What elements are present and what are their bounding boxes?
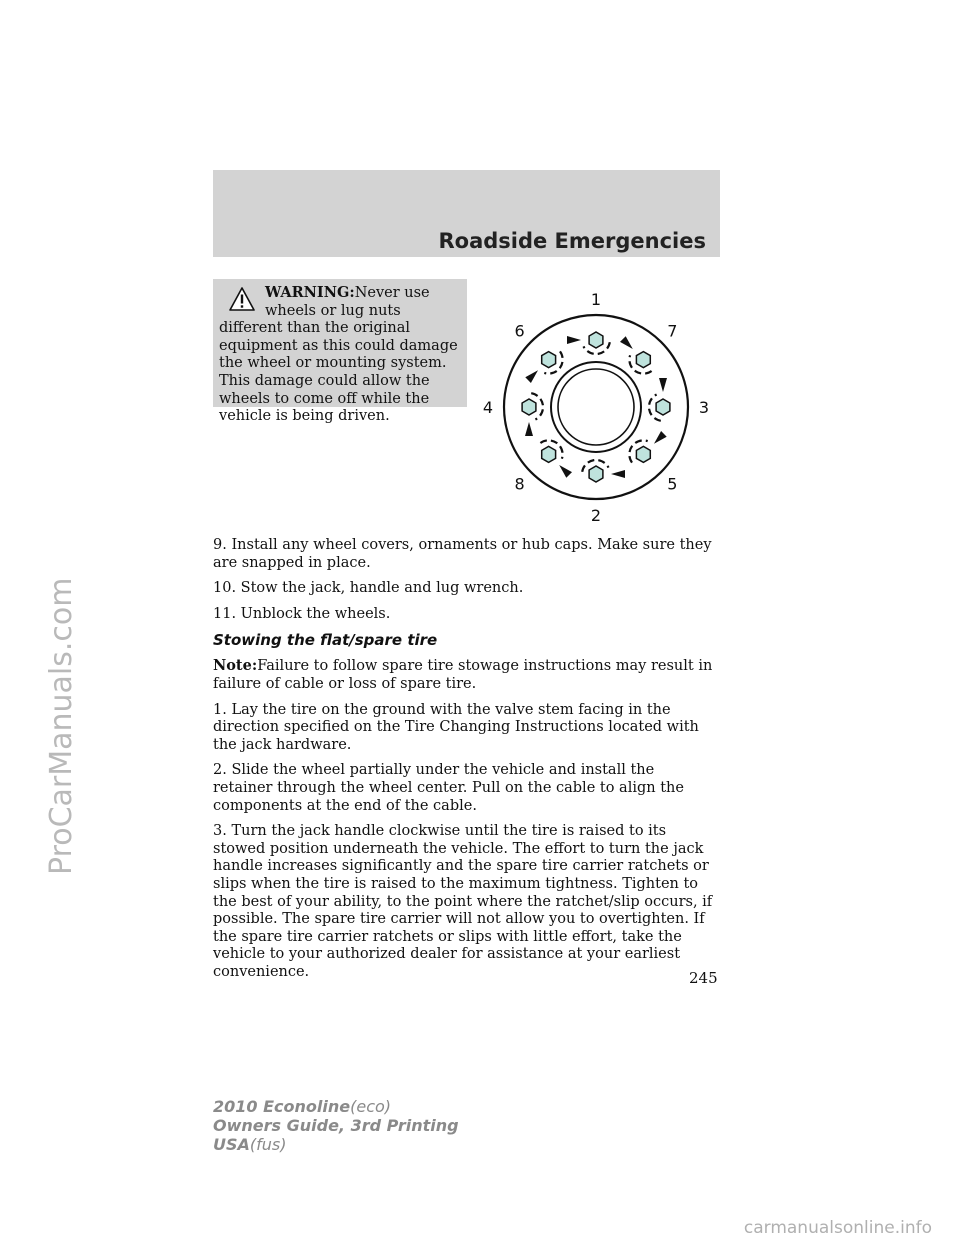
page-number: 245 [689,969,718,987]
lug-arrow-4 [525,422,533,436]
watermark [0,0,79,1242]
lug-nut-6 [542,352,556,368]
footer-region-code: (fus) [249,1135,287,1154]
lug-label-4: 4 [482,398,494,417]
footer-region: USA [213,1135,250,1154]
lug-nut-7 [636,352,650,368]
note-label: Note: [213,657,258,675]
step-11: 11. Unblock the wheels. [213,605,391,622]
lug-nut-1 [589,332,603,348]
stowing-heading: Stowing the flat/spare tire [213,631,438,650]
footer [213,1097,459,1154]
lug-arrow-8 [559,465,572,478]
lug-label-7: 7 [667,321,678,341]
lug-nut-5 [636,446,650,462]
lug-label-3: 3 [698,398,710,417]
lug-arrow-5 [654,431,667,444]
lug-arrow-2 [611,470,625,478]
warning-text-rest: wheels or lug nuts different than the original equipment as this could damage the wheel or mounting system. This damage could allow the wheels to come off while the vehicle is being driven. [219,302,458,425]
footer-model-code: (eco) [350,1097,392,1116]
lug-nut-2 [589,466,603,482]
hub-inner-ring [558,369,634,445]
lug-arrow-7 [620,336,633,349]
lug-nut-3 [656,399,670,415]
footer-model: 2010 Econoline [213,1097,351,1116]
lug-label-1: 1 [590,290,602,309]
lug-label-8: 8 [514,474,525,494]
hub-outer-ring [551,362,641,452]
step-10: 10. Stow the jack, handle and lug wrench. [213,580,524,597]
site-watermark: carmanualsonline.info [743,1218,932,1238]
stow-step-2: 2. Slide the wheel partially under the vehicle and install the retainer through the wheel center. Pull on the cable to align the components at the end of the cable. [213,762,684,814]
lug-label-2: 2 [590,506,602,525]
lug-label-5: 5 [667,474,678,494]
footer-guide: Owners Guide, 3rd Printing [213,1116,459,1135]
note-paragraph [213,657,718,693]
lug-nut-8 [542,446,556,462]
warning-text-first: Never use [354,285,430,301]
watermark-text: ProCarManuals.com [44,577,79,875]
section-header [213,170,720,257]
note-text: Failure to follow spare tire stowage instructions may result in failure of cable or loss of spare tire. [213,658,713,692]
section-title: Roadside Emergencies [438,229,706,253]
warning-text [219,284,465,426]
warning-box [213,279,467,425]
warning-label: WARNING: [265,284,355,301]
main-content [213,537,718,989]
lug-arrow-6 [525,370,538,383]
lug-label-6: 6 [514,321,525,341]
stow-step-3: 3. Turn the jack handle clockwise until the tire is raised to its stowed position underneath the vehicle. The effort to turn the jack handle increases significantly and the spare tire carrier ratchets or slips when the tire is raised to the maximum tightness. Tighten to the best of your ability, to the point where the ratchet/slip occurs, if possible. The spare tire carrier will not allow you to overtighten. If the spare tire carrier ratchets or slips with little effort, take the vehicle to your authorized dealer for assistance at your earliest convenience. [213,823,713,980]
step-9: 9. Install any wheel covers, ornaments or hub caps. Make sure they are snapped in place. [213,537,712,571]
lug-nut-tightening-diagram [472,275,720,533]
lug-arrow-1 [567,336,581,344]
stow-step-1: 1. Lay the tire on the ground with the valve stem facing in the direction specified on the Tire Changing Instructions located with the jack hardware. [213,701,699,753]
lug-arrow-3 [659,378,667,392]
lug-nut-4 [522,399,536,415]
